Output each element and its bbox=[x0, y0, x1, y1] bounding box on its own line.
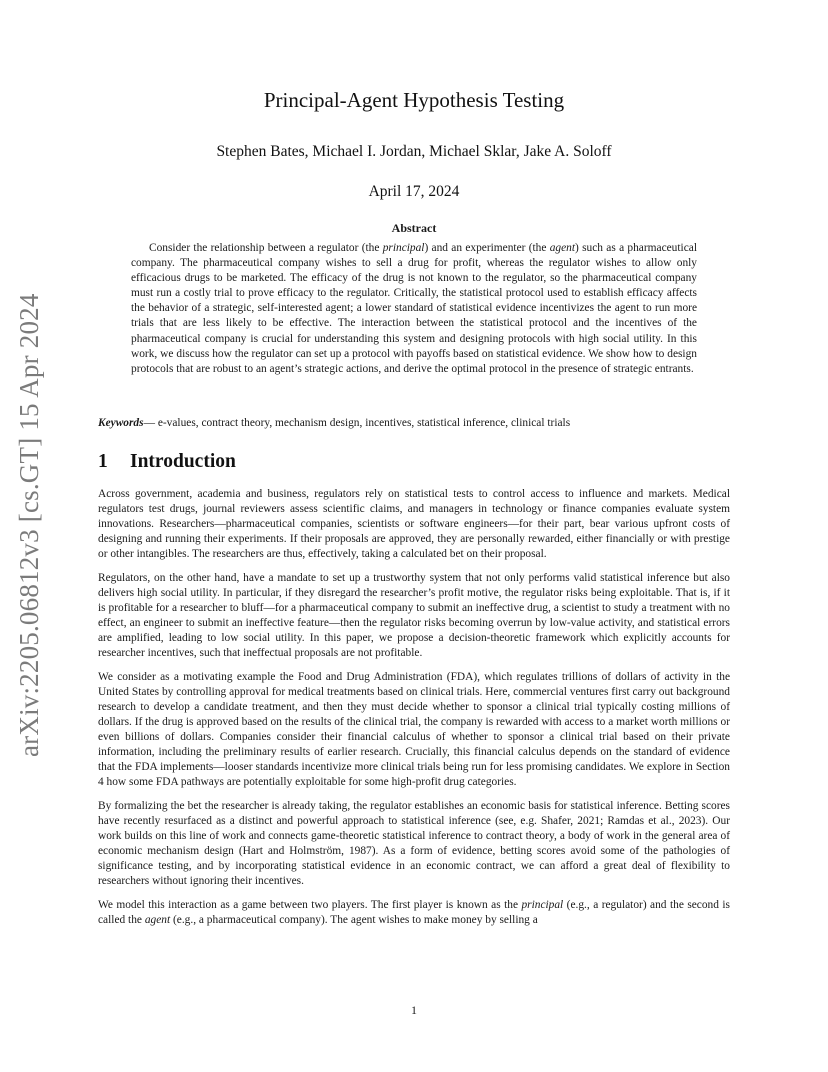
paragraph-text: We model this interaction as a game between two players. The first player is known as the bbox=[98, 898, 522, 911]
abstract-agent-term: agent bbox=[549, 242, 576, 254]
paper-authors: Stephen Bates, Michael I. Jordan, Michael Sklar, Jake A. Soloff bbox=[216, 143, 612, 160]
keywords-text: — e-values, contract theory, mechanism design, incentives, statistical inference, clinical trials bbox=[143, 417, 571, 429]
keywords-line bbox=[98, 416, 738, 431]
paragraph bbox=[98, 898, 730, 928]
abstract-principal-term: principal bbox=[382, 242, 425, 254]
section-number: 1 bbox=[98, 451, 108, 472]
section-title: Introduction bbox=[130, 451, 236, 472]
paragraph: Regulators, on the other hand, have a mandate to set up a trustworthy system that not only performs valid statistical inference but also delivers high social utility. In particular, if they disregard the researcher’s profit motive, the regulator risks being exploitable. That is, if it is profitable for a researcher to bluff—for a pharmaceutical company to submit an ineffective drug, a scientist to study a treatment with no effect, an engineer to submit an ineffective feature—then the regulator risks becoming overrun by low-value activity, and statistical errors are amplified, leading to low social utility. In this paper, we propose a decision-theoretic framework which explicitly accounts for researcher incentives, such that ineffectual proposals are not profitable. bbox=[98, 571, 730, 660]
paragraph-text: (e.g., a regulator) and the second is called the bbox=[98, 898, 730, 926]
agent-term: agent bbox=[144, 913, 171, 926]
paper-date: April 17, 2024 bbox=[368, 183, 460, 200]
abstract-heading: Abstract bbox=[391, 221, 437, 235]
abstract-body bbox=[131, 241, 697, 377]
paragraph: Across government, academia and business, regulators rely on statistical tests to control access to influence and markets. Medical regulators test drugs, journal reviewers assess scientific claims, and managers in technology or finance companies evaluate system innovations. Researchers—pharmaceutical companies, scientists or software engineers—for their part, bear various upfront costs of designing and running their experiments. If their proposals are approved, they are personally rewarded, either financially or with prestige or other intangibles. The researchers are thus, effectively, taking a calculated bet on their proposal. bbox=[98, 488, 730, 561]
arxiv-identifier: arXiv:2205.06812v3 [cs.GT] 15 Apr 2024 bbox=[14, 293, 44, 757]
paragraph-text: (e.g., a pharmaceutical company). The agent wishes to make money by selling a bbox=[170, 913, 538, 926]
principal-term: principal bbox=[521, 898, 564, 911]
keywords-label: Keywords bbox=[98, 417, 144, 429]
page-number: 1 bbox=[411, 1003, 417, 1017]
section-heading bbox=[98, 451, 236, 473]
paragraph: By formalizing the bet the researcher is already taking, the regulator establishes an economic basis for statistical inference. Betting scores have recently resurfaced as a distinct and powerful approach to statistical inference (see, e.g. Shafer, 2021; Ramdas et al., 2023). Our work builds on this line of work and connects game-theoretic statistical inference to contract theory, a body of work in the general area of economic mechanism design (Hart and Holmström, 1987). As a form of evidence, betting scores avoid some of the pathologies of significance testing, and by incorporating statistical evidence in an economic contract, we can afford a great deal of flexibility to researchers without ignoring their incentives. bbox=[98, 799, 730, 888]
paragraph: We consider as a motivating example the Food and Drug Administration (FDA), which regulates trillions of dollars of activity in the United States by controlling approval for medical treatments based on clinical trials. Here, commercial ventures first carry out background research to develop a candidate treatment, and then they must decide whether to sponsor a clinical trial typically costing millions of dollars. If the drug is approved based on the results of the clinical trial, the company is rewarded with access to a market worth millions or even billions of dollars. Companies consider their financial calculus of whether to sponsor a clinical trial based on their private information, including the preliminary results of earlier research. Crucially, this financial calculus depends on the standard of evidence that the FDA implements—looser standards incentivize more clinical trials being run for less promising candidates. We explore in Section 4 how some FDA pathways are potentially exploitable for some high-profit drug categories. bbox=[98, 670, 730, 789]
abstract-text-3: ) such as a pharmaceutical company. The pharmaceutical company wishes to sell a drug for profit, whereas the regulator wishes to allow only efficacious drugs to be marketed. The efficacy of the drug is not known to the regulator, so the pharmaceutical company must run a costly trial to prove efficacy to the regulator. Critically, the statistical protocol used to establish efficacy affects the behavior of a strategic, self-interested agent; a lower standard of statistical evidence incentivizes the agent to run more trials that are less likely to be effective. The interaction between the statistical protocol and the incentives of the pharmaceutical company is crucial for understanding this system and designing protocols with high social utility. In this work, we discuss how the regulator can set up a protocol with payoffs based on statistical evidence. We show how to design protocols that are robust to an agent’s strategic actions, and derive the optimal protocol in the presence of strategic entrants. bbox=[131, 242, 697, 375]
abstract-text-1: Consider the relationship between a regulator (the bbox=[149, 242, 383, 254]
section-body bbox=[98, 487, 730, 937]
abstract-text-2: ) and an experimenter (the bbox=[424, 242, 550, 254]
paper-title: Principal-Agent Hypothesis Testing bbox=[263, 88, 565, 112]
